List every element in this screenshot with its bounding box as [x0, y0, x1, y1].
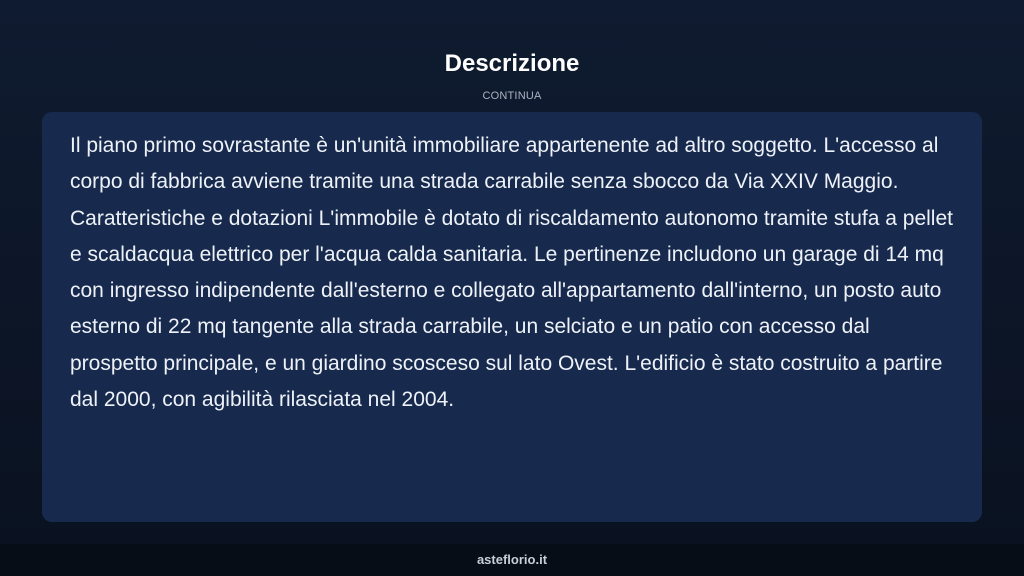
footer-site-name: asteflorio.it: [476, 552, 548, 567]
footer-bar: [0, 544, 1024, 576]
description-card: [42, 112, 982, 522]
description-text: Il piano primo sovrastante è un'unità immobiliare appartenente ad altro soggetto. L'accesso al corpo di fabbrica avviene tramite una strada carrabile senza sbocco da Via XXIV Maggio. Caratteristiche e dotazioni L'immobile è dotato di riscaldamento autonomo tramite stufa a pellet e scaldacqua elettrico per l'acqua calda sanitaria. Le pertinenze includono un garage di 14 mq con ingresso indipendente dall'esterno e collegato all'appartamento dall'interno, un posto auto esterno di 22 mq tangente alla strada carrabile, un selciato e un patio con accesso dal prospetto principale, e un giardino scosceso sul lato Ovest. L'edificio è stato costruito a partire dal 2000, con agibilità rilasciata nel 2004.: [70, 134, 953, 412]
page-subtitle: CONTINUA: [482, 90, 542, 102]
page-title: Descrizione: [444, 50, 580, 77]
